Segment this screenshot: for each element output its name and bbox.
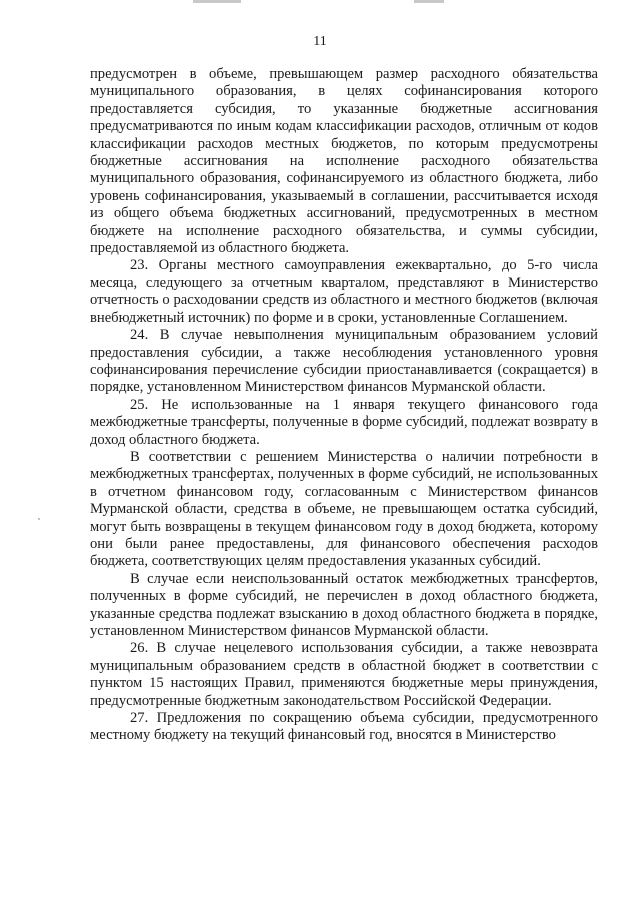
paragraph-item-24: 24. В случае невыполнения муниципальным образованием условий предоставления субсидии, а также несоблюдения установленного уровня софинансирования перечисление субсидии приостанавливается (сокращается) в порядке, установленном Министерством финансов Мурманской области. [90, 327, 598, 396]
paragraph-item-23: 23. Органы местного самоуправления ежеквартально, до 5-го числа месяца, следующего за отчетным кварталом, представляют в Министерство отчетность о расходовании средств из областного и местного бюджетов (включая внебюджетный источник) по форме и в сроки, установленные Соглашением. [90, 257, 598, 326]
paragraph-continuation: предусмотрен в объеме, превышающем размер расходного обязательства муниципального образования, в целях софинансирования которого предоставляется субсидия, то указанные бюджетные ассигнования предусматриваются по иным кодам классификации расходов, отличным от кодов классификации расходов местных бюджетов, по которым предусмотрены бюджетные ассигнования на исполнение расходного обязательства муниципального образования, софинансируемого из областного бюджета, либо уровень софинансирования, указываемый в соглашении, рассчитывается исходя из общего объема бюджетных ассигнований, предусмотренных в местном бюджете на исполнение расходного обязательства, и суммы субсидии, предоставляемой из областного бюджета. [90, 66, 598, 257]
scan-speck [38, 518, 40, 520]
paragraph-reallocation: В соответствии с решением Министерства о наличии потребности в межбюджетных трансфертах, полученных в форме субсидий, не использованных в отчетном финансовом году, согласованным с Министерством финансов Мурманской области, средства в объеме, не превышающем остатка субсидий, могут быть возвращены в текущем финансовом году в доход бюджета, которому они были ранее предоставлены, для финансового обеспечения расходов бюджета, соответствующих целям предоставления указанных субсидий. [90, 448, 598, 570]
scan-artifact [193, 0, 241, 3]
scan-artifact [414, 0, 444, 3]
paragraph-item-25: 25. Не использованные на 1 января текущего финансового года межбюджетные трансферты, полученные в форме субсидий, подлежат возврату в доход областного бюджета. [90, 396, 598, 448]
paragraph-item-26: 26. В случае нецелевого использования субсидии, а также невозврата муниципальным образованием средств в областной бюджет в соответствии с пунктом 15 настоящих Правил, применяются бюджетные меры принуждения, предусмотренные бюджетным законодательством Российской Федерации. [90, 640, 598, 709]
page-number: 11 [313, 34, 327, 49]
paragraph-recovery: В случае если неиспользованный остаток межбюджетных трансфертов, полученных в форме субсидий, не перечислен в доход областного бюджета, указанные средства подлежат взысканию в доход областного бюджета в порядке, установленном Министерством финансов Мурманской области. [90, 570, 598, 639]
document-body [90, 66, 598, 745]
paragraph-item-27: 27. Предложения по сокращению объема субсидии, предусмотренного местному бюджету на текущий финансовый год, вносятся в Министерство [90, 710, 598, 744]
